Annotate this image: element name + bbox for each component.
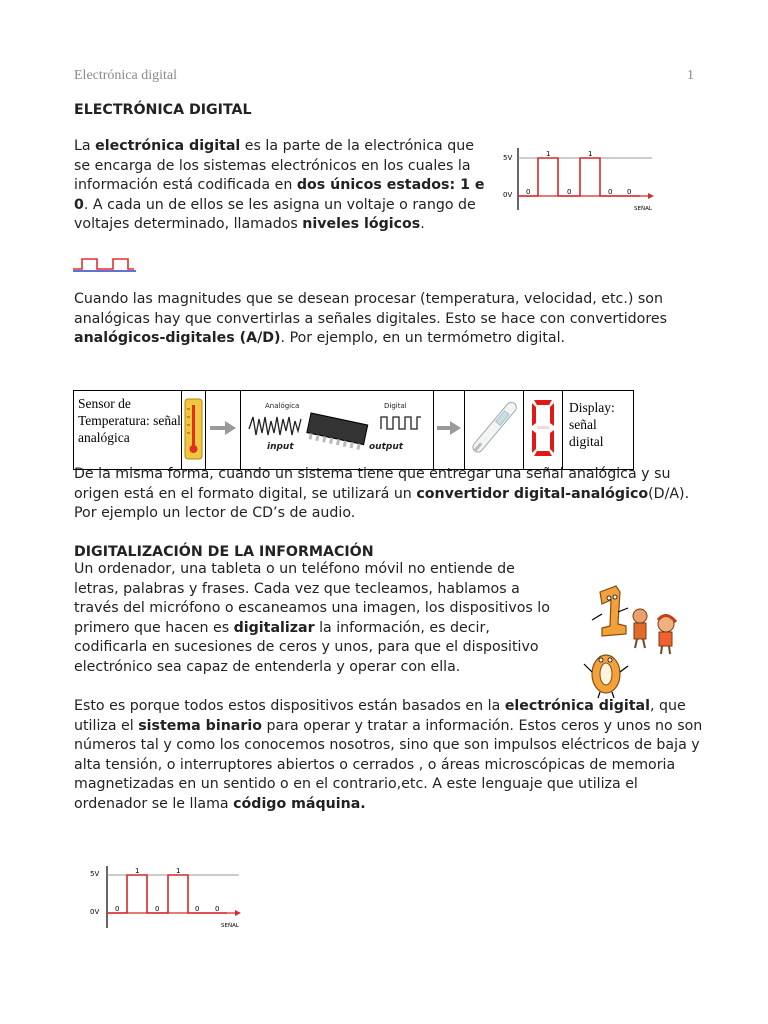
low-value-3: 0 <box>195 905 200 913</box>
digital-thermometer-icon <box>465 391 523 465</box>
text-run: . <box>420 216 425 233</box>
thermometer-cell <box>182 391 206 470</box>
section-heading-digitalizacion: DIGITALIZACIÓN DE LA INFORMACIÓN <box>74 544 374 560</box>
ad-converter-chip-illustration <box>241 391 433 465</box>
low-value-3: 0 <box>608 188 613 196</box>
bold-text: sistema binario <box>138 717 262 734</box>
text-run: . A cada un de ellos se les asigna un voltaje o rango de voltajes determinado, llamados <box>74 196 476 233</box>
y-top-label: 5V <box>503 154 513 162</box>
axis-label: SEÑAL <box>634 206 652 212</box>
bold-text: analógicos-digitales (A/D) <box>74 330 281 347</box>
display-description: Display: señal digital <box>569 400 615 449</box>
bold-text: electrónica digital <box>504 698 650 714</box>
high-value-2: 1 <box>176 867 181 875</box>
binary-numbers-cartoon <box>582 584 692 700</box>
text-run: Cuando las magnitudes que se desean procesar (temperatura, velocidad, etc.) son analógicas hay que convertirlas a señales digitales. Esto se hace con convertidores <box>74 291 667 327</box>
y-top-label: 5V <box>90 870 100 878</box>
low-value-2: 0 <box>155 905 160 913</box>
bold-text: dos únicos estados: 1 e 0 <box>74 177 485 213</box>
converter-chip-cell <box>241 391 434 470</box>
low-value-1: 0 <box>115 905 120 913</box>
page-number: 1 <box>687 68 694 83</box>
display-cell <box>563 391 634 470</box>
low-value-1: 0 <box>526 188 531 196</box>
chip-output-label: output <box>369 442 404 452</box>
chip-analog-label: Analógica <box>265 402 300 410</box>
text-run: Esto es porque todos estos dispositivos están basados en la <box>74 698 505 714</box>
sensor-description: Sensor de Temperatura: señal analógica <box>78 396 181 445</box>
bold-text: digitalizar <box>233 619 315 636</box>
right-arrow-icon <box>435 420 463 436</box>
bold-text: código máquina. <box>233 795 366 812</box>
high-value-1: 1 <box>546 150 551 158</box>
text-run: la información, es decir, codificarla en sucesiones de ceros y unos, para que el dispositivo electrónico sea capaz de entenderla y operar con ella. <box>74 619 539 675</box>
low-value-4: 0 <box>627 188 632 196</box>
high-value-2: 1 <box>588 150 593 158</box>
seven-segment-display-icon <box>528 397 558 459</box>
da-converter-paragraph <box>74 465 696 524</box>
low-value-4: 0 <box>215 905 220 913</box>
arrow-cell-1 <box>206 391 241 470</box>
chip-input-label: input <box>267 442 294 452</box>
digitalization-paragraph <box>74 560 564 678</box>
text-run: para operar y tratar a información. Estos ceros y unos no son números tal y como los conocemos nosotros, sino que son impulsos eléctricos de baja y alta tensión, o interruptores abiertos o cerrados , o áreas microscópicas de memoria magnetizadas en un sentido o en el contrario,etc. A este lenguaje que utiliza el ordenador se le llama <box>74 717 703 812</box>
signal-trace <box>518 158 640 196</box>
text-run: De la misma forma, cuando un sistema tiene que entregar una señal analógica y su origen está en el formato digital, se utilizará un <box>74 466 671 502</box>
arrow-cell-2 <box>434 391 465 470</box>
cartoon-one-icon <box>592 586 628 636</box>
text-run: es la parte de la electrónica que se encarga de los sistemas electrónicos en los cuales la información está codificada en <box>74 138 474 194</box>
right-arrow-icon <box>208 420 238 436</box>
low-value-2: 0 <box>567 188 572 196</box>
bold-text: niveles lógicos <box>302 216 421 233</box>
sensor-cell <box>74 391 182 470</box>
intro-paragraph <box>74 137 488 235</box>
cartoon-figures <box>633 609 676 654</box>
digital-signal-chart-bottom <box>87 864 247 934</box>
y-bottom-label: 0V <box>503 191 513 199</box>
text-run: (D/A). Por ejemplo un lector de CD’s de audio. <box>74 485 690 522</box>
text-run: La <box>74 138 96 154</box>
thermometer-icon <box>182 393 205 463</box>
digital-thermometer-cell <box>465 391 524 470</box>
running-header-title: Electrónica digital <box>74 68 178 83</box>
chip-digital-label: Digital <box>384 402 407 410</box>
signal-trace <box>107 875 227 913</box>
digital-signal-chart <box>500 146 660 216</box>
y-bottom-label: 0V <box>90 908 100 916</box>
bold-text: convertidor digital-analógico <box>416 485 649 502</box>
text-run: Un ordenador, una tableta o un teléfono móvil no entiende de letras, palabras y frases. Cada vez que tecleamos, hablamos a través del micrófono o escaneamos una imagen, los dispositivos lo primero que hacen es <box>74 561 550 636</box>
text-run: . Por ejemplo, en un termómetro digital. <box>280 330 566 347</box>
square-wave-icon <box>72 257 138 273</box>
binary-system-paragraph <box>74 697 714 815</box>
bold-text: electrónica digital <box>95 138 241 154</box>
text-run: , que utiliza el <box>74 698 686 734</box>
converters-paragraph <box>74 290 694 349</box>
high-value-1: 1 <box>135 867 140 875</box>
cartoon-zero-icon <box>584 655 628 698</box>
seven-segment-cell <box>524 391 563 470</box>
thermometer-conversion-table <box>73 390 634 470</box>
section-heading-electronica-digital: ELECTRÓNICA DIGITAL <box>74 102 252 118</box>
axis-label: SEÑAL <box>221 923 239 929</box>
